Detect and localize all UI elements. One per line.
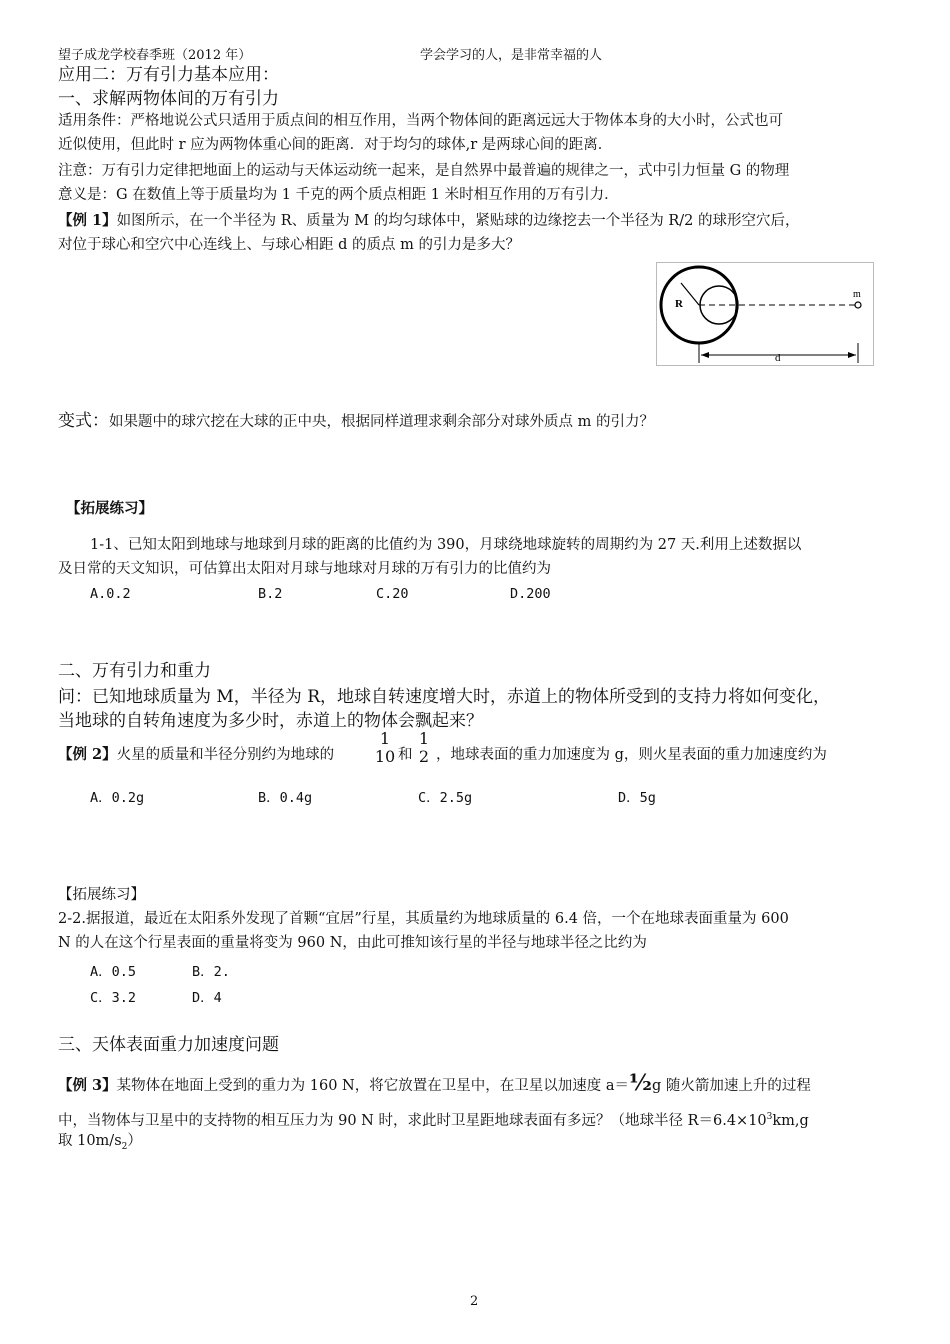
point-mass-m [855,302,861,308]
example1-tag: 【例 1】 [58,212,117,229]
exponent-2: 2 [121,1141,128,1152]
fraction-one-tenth-denominator: 10 [374,747,396,766]
example3-text-3a: 取 10m/s [58,1133,122,1149]
example3-text-2: 中，当物体与卫星中的支持物的相互压力为 90 N 时，求此时卫星距地球表面有多远？（地球半径 R＝6.4×10 [58,1112,767,1129]
header-school: 望子成龙学校春季班（2012 年） [58,48,252,63]
example2-option-a: A．0.2g [90,790,145,806]
fraction-one-tenth-numerator: 1 [379,729,391,748]
example2-text-pre: 火星的质量和半径分别约为地球的 [116,747,335,763]
practice22-option-c: C．3.2 [90,990,137,1006]
condition-line-2: 近似使用，但此时 r 应为两物体重心间的距离．对于均匀的球体,r 是两球心间的距离． [58,137,613,153]
label-R: R [675,298,683,310]
note-line-2: 意义是：G 在数值上等于质量均为 1 千克的两个质点相距 1 米时相互作用的万有引力． [58,187,619,203]
section3-title: 三、天体表面重力加速度问题 [58,1035,279,1055]
variant-text: 如果题中的球穴挖在大球的正中央，根据同样道理求剩余部分对球外质点 m 的引力？ [109,414,654,430]
practice2-tag: 【拓展练习】 [58,887,145,903]
example1-text-1: 如图所示，在一个半径为 R、质量为 M 的均匀球体中，紧贴球的边缘挖去一个半径为 R/2 的球形空穴后， [116,213,800,229]
practice11-option-c: C.20 [376,586,409,602]
practice1-tag: 【拓展练习】 [66,500,153,517]
practice22-line-2: N 的人在这个行星表面的重量将变为 960 N，由此可推知该行星的半径与地球半径之比约为 [58,935,647,951]
sphere-diagram [657,263,873,365]
section1-title: 一、求解两物体间的万有引力 [58,89,279,109]
example2-option-b: B．0.4g [258,790,313,806]
example2-text-post: ，地球表面的重力加速度为 g，则火星表面的重力加速度约为 [436,747,827,763]
fraction-one-tenth [372,730,398,766]
condition-line-1: 适用条件：严格地说公式只适用于质点间的相互作用，当两个物体间的距离远远大于物体本身的大小时，公式也可 [58,113,783,129]
variant-tag: 变式： [58,411,109,431]
example1-line-2: 对位于球心和空穴中心连线上、与球心相距 d 的质点 m 的引力是多大？ [58,237,520,253]
page-number: 2 [470,1294,479,1309]
example3-text-1a: 某物体在地面上受到的重力为 160 N，将它放置在卫星中，在卫星以加速度 a＝ [116,1078,629,1094]
example3-line-2 [58,1106,809,1132]
example3-tag: 【例 3】 [58,1077,117,1094]
practice11-line-1: 1-1、已知太阳到地球与地球到月球的距离的比值约为 390，月球绕地球旋转的周期约为 27 天.利用上述数据以 [90,537,802,553]
example3-text-3b: ） [127,1133,142,1149]
example3-line-1 [58,1072,811,1097]
question-line-1: 问：已知地球质量为 M，半径为 R，地球自转速度增大时，赤道上的物体所受到的支持力将如何变化， [58,687,831,707]
note-line-1: 注意：万有引力定律把地面上的运动与天体运动统一起来，是自然界中最普遍的规律之一，式中引力恒量 G 的物理 [58,163,790,179]
example3-line-3 [58,1130,142,1158]
example1-line-1 [58,210,799,232]
practice22-line-1: 2-2.据报道，最近在太阳系外发现了首颗“宜居”行星，其质量约为地球质量的 6.4 倍，一个在地球表面重量为 600 [58,911,789,927]
section2-title: 二、万有引力和重力 [58,661,211,681]
practice22-option-b: B．2. [192,964,230,980]
one-half-glyph: ½ [628,1070,652,1096]
practice11-line-2: 及日常的天文知识，可估算出太阳对月球与地球对月球的万有引力的比值约为 [58,561,551,577]
example3-text-2b: km,g [772,1112,809,1129]
practice11-option-b: B.2 [258,586,283,602]
section-app2-title: 应用二：万有引力基本应用： [58,65,279,85]
sphere-cavity-figure [656,262,874,366]
variant-line [58,410,654,433]
header-motto: 学会学习的人，是非常幸福的人 [420,48,603,63]
example2-line-pre [58,744,334,766]
practice11-option-a: A.0.2 [90,586,131,602]
fraction-one-half [416,730,432,766]
dim-arrow-left [701,352,709,358]
fraction-one-half-numerator: 1 [418,729,430,748]
label-m: m [853,289,861,300]
label-d: d [775,352,781,364]
practice11-option-d: D.200 [510,586,551,602]
example2-option-d: D．5g [618,790,656,806]
example2-tag: 【例 2】 [58,746,117,763]
example2-option-c: C．2.5g [418,790,473,806]
dim-arrow-right [848,352,856,358]
practice22-option-a: A．0.5 [90,964,137,980]
example2-and: 和 [398,747,413,763]
fraction-one-half-denominator: 2 [418,747,430,766]
practice22-option-d: D．4 [192,990,222,1006]
exponent-3: 3 [766,1112,773,1122]
radius-line [681,283,699,305]
question-line-2: 当地球的自转角速度为多少时，赤道上的物体会飘起来？ [58,711,483,731]
example3-text-1b: g 随火箭加速上升的过程 [651,1078,811,1094]
